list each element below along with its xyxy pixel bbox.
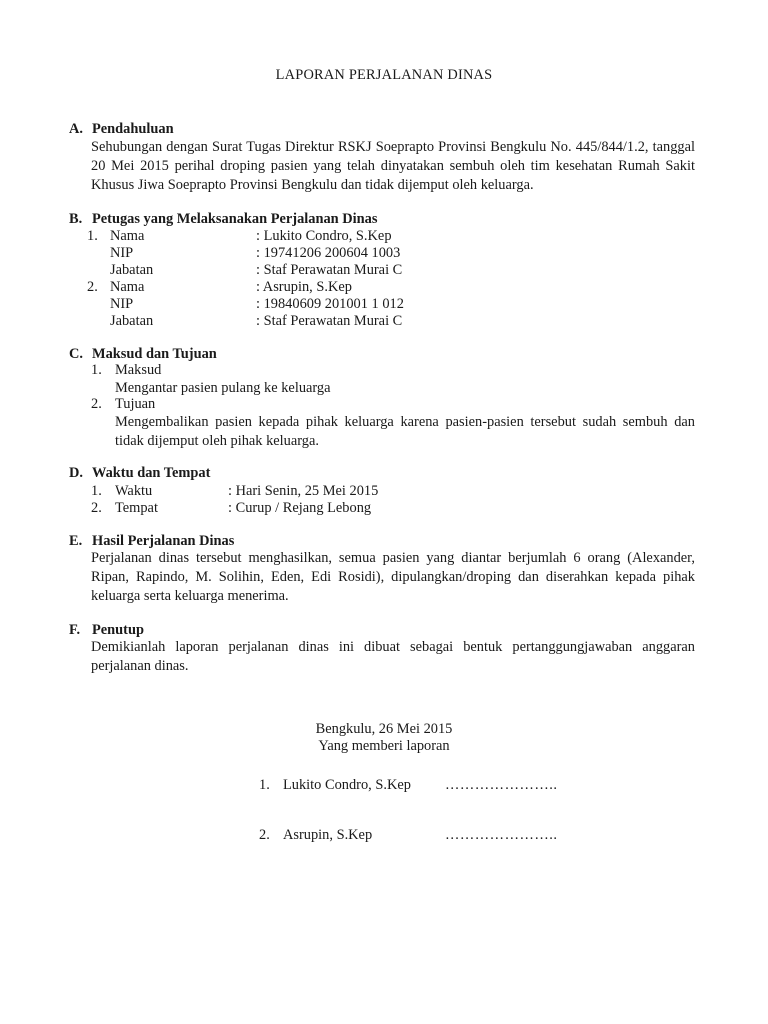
section-d-letter: D. bbox=[69, 465, 83, 481]
officer-2-nip-value: : 19840609 201001 1 012 bbox=[256, 296, 404, 312]
section-b-letter: B. bbox=[69, 211, 83, 227]
officer-2-jabatan-label: Jabatan bbox=[110, 313, 154, 329]
officer-2-jabatan-value: : Staf Perawatan Murai C bbox=[256, 313, 403, 329]
closing-place-date: Bengkulu, 26 Mei 2015 bbox=[315, 721, 453, 737]
signature-2-name: Asrupin, S.Kep bbox=[283, 827, 373, 843]
officer-2-number: 2. bbox=[87, 279, 98, 295]
time-value: : Hari Senin, 25 Mei 2015 bbox=[228, 483, 379, 499]
signature-2-number: 2. bbox=[259, 827, 270, 843]
section-e-text: Perjalanan dinas tersebut menghasilkan, semua pasien yang diantar berjumlah 6 orang (Alexander, Ripan, Rapindo, M. Solihin, Eden, Edi Rosidi), dipulangkan/droping dan diserahkan kepada pihak keluarga serta keluarga menerima. bbox=[91, 550, 695, 604]
section-d-title: Waktu dan Tempat bbox=[92, 465, 211, 481]
officer-1-name-value: : Lukito Condro, S.Kep bbox=[256, 228, 392, 244]
officer-2-name-label: Nama bbox=[110, 279, 145, 295]
officer-1-nip-label: NIP bbox=[110, 245, 134, 261]
purpose-1-number: 1. bbox=[91, 362, 102, 378]
officer-1-jabatan-label: Jabatan bbox=[110, 262, 154, 278]
document-title: LAPORAN PERJALANAN DINAS bbox=[275, 67, 493, 83]
signature-2-line: ………………….. bbox=[445, 827, 558, 843]
officer-1-jabatan-value: : Staf Perawatan Murai C bbox=[256, 262, 403, 278]
section-c-title: Maksud dan Tujuan bbox=[92, 346, 217, 362]
section-f-letter: F. bbox=[69, 622, 81, 638]
section-b-title: Petugas yang Melaksanakan Perjalanan Dinas bbox=[92, 211, 378, 227]
section-f-heading bbox=[69, 622, 144, 639]
section-d-heading bbox=[69, 465, 210, 482]
purpose-1-text: Mengantar pasien pulang ke keluarga bbox=[115, 380, 331, 396]
purpose-2-text: Mengembalikan pasien kepada pihak keluarga karena pasien-pasien tersebut sudah sembuh dan tidak dijemput oleh pihak keluarga. bbox=[115, 414, 695, 449]
officer-2-name-value: : Asrupin, S.Kep bbox=[256, 279, 352, 295]
section-c-letter: C. bbox=[69, 346, 83, 362]
section-b-heading bbox=[69, 211, 377, 228]
section-f-text: Demikianlah laporan perjalanan dinas ini dibuat sebagai bentuk pertanggungjawaban anggaran perjalanan dinas. bbox=[91, 639, 695, 674]
section-e-heading bbox=[69, 533, 234, 550]
officer-1-number: 1. bbox=[87, 228, 98, 244]
section-a-text: Sehubungan dengan Surat Tugas Direktur RSKJ Soeprapto Provinsi Bengkulu No. 445/844/1.2, tanggal 20 Mei 2015 perihal droping pasien yang telah dinyatakan sembuh oleh tim kesehatan Rumah Sakit Khusus Jiwa Soeprapto Provinsi Bengkulu dan tidak dijemput oleh keluarga. bbox=[91, 139, 695, 193]
place-number: 2. bbox=[91, 500, 102, 516]
time-label: Waktu bbox=[115, 483, 153, 499]
closing-reporter-label: Yang memberi laporan bbox=[318, 738, 450, 754]
place-value: : Curup / Rejang Lebong bbox=[228, 500, 372, 516]
purpose-2-label: Tujuan bbox=[115, 396, 156, 412]
place-label: Tempat bbox=[115, 500, 158, 516]
section-e-title: Hasil Perjalanan Dinas bbox=[92, 533, 235, 549]
section-f-title: Penutup bbox=[92, 622, 144, 638]
purpose-1-label: Maksud bbox=[115, 362, 162, 378]
time-number: 1. bbox=[91, 483, 102, 499]
section-a-heading bbox=[69, 121, 174, 138]
signature-1-number: 1. bbox=[259, 777, 270, 793]
section-c-heading bbox=[69, 346, 217, 363]
section-e-letter: E. bbox=[69, 533, 83, 549]
officer-2-nip-label: NIP bbox=[110, 296, 134, 312]
signature-1-line: ………………….. bbox=[445, 777, 558, 793]
section-a-letter: A. bbox=[69, 121, 83, 137]
officer-1-nip-value: : 19741206 200604 1003 bbox=[256, 245, 401, 261]
section-a-title: Pendahuluan bbox=[92, 121, 174, 137]
purpose-2-number: 2. bbox=[91, 396, 102, 412]
officer-1-name-label: Nama bbox=[110, 228, 145, 244]
signature-1-name: Lukito Condro, S.Kep bbox=[283, 777, 411, 793]
